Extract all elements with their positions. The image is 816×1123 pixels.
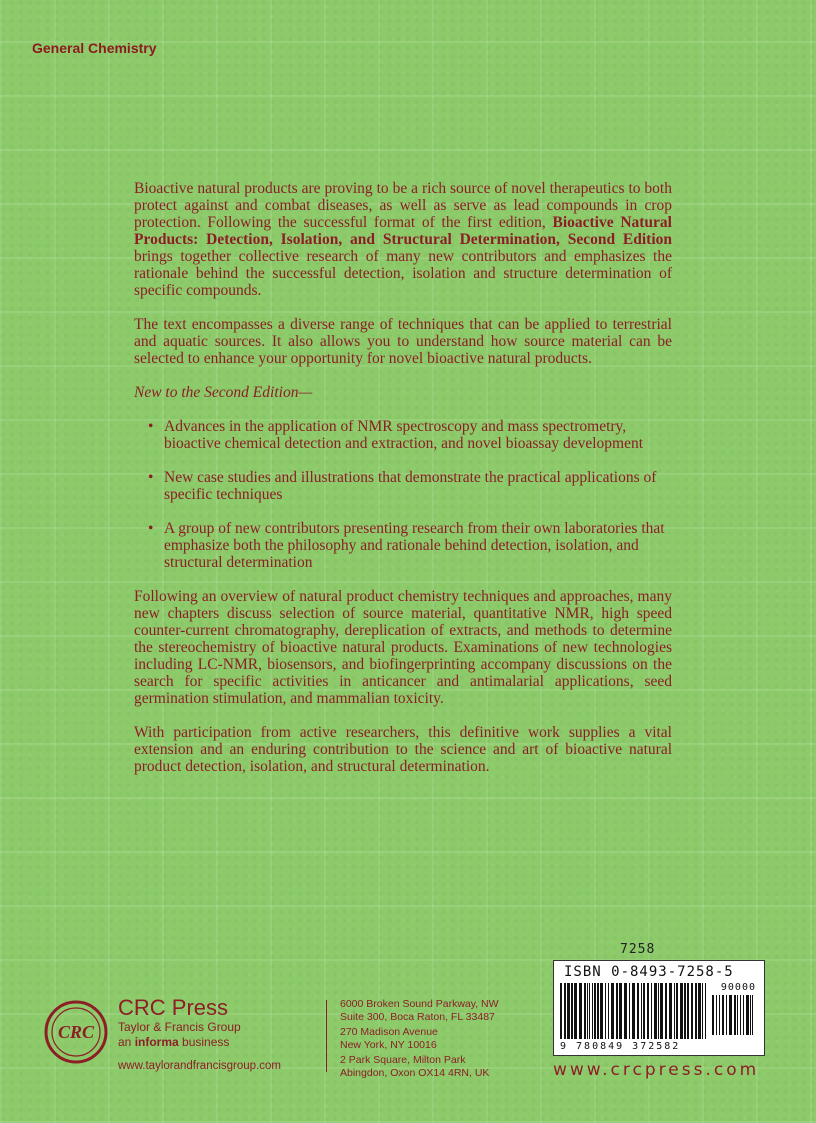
address-line: 6000 Broken Sound Parkway, NW	[340, 998, 499, 1010]
blurb-paragraph-2: The text encompasses a diverse range of techniques that can be applied to terrestrial and aquatic sources. It also allows you to understand how source material can be selected to enhance your opportunity for novel bioactive natural products.	[134, 316, 672, 367]
barcode-bar	[676, 983, 678, 1039]
barcode-bar	[719, 995, 720, 1035]
barcode-bar	[722, 995, 724, 1035]
publisher-website[interactable]: www.crcpress.com	[553, 1060, 760, 1080]
barcode-bar	[674, 983, 675, 1039]
barcode-bar	[660, 983, 663, 1039]
barcode-bar	[560, 983, 562, 1039]
address-line: New York, NY 10016	[340, 1038, 437, 1051]
barcode-bar	[698, 983, 701, 1039]
barcode-bar	[726, 995, 727, 1035]
price-code: 90000	[720, 982, 756, 993]
blurb-paragraph-3: Following an overview of natural product chemistry techniques and approaches, many new chapters discuss selection of source material, quantitative NMR, high speed counter-current chromatography, dereplication of extracts, and methods to determine the stereochemistry of bioactive natural products. Examinations of new technologies including LC-NMR, biosensors, and biofingerprinting accompany discussions on the search for specific activities in anticancer and antimalarial applications, seed germination stimulation, and mammalian toxicity.	[134, 588, 672, 707]
barcode-bar	[589, 983, 590, 1039]
crc-logo-icon	[42, 998, 110, 1066]
barcode-bar	[605, 983, 606, 1039]
category-label: General Chemistry	[32, 40, 157, 56]
barcode-bar	[743, 995, 744, 1035]
barcode-bar	[564, 983, 566, 1039]
address-3	[340, 1054, 499, 1079]
barcode-bar	[684, 983, 686, 1039]
barcode-bar	[669, 983, 672, 1039]
blurb-paragraph-4: With participation from active researchers, this definitive work supplies a vital extension and an enduring contribution to the science and art of bioactive natural product detection, isolation, and structural determination.	[134, 724, 672, 775]
barcode-bar	[705, 983, 706, 1039]
barcode-bar	[600, 983, 603, 1039]
publisher-group: Taylor & Francis Group	[118, 1020, 241, 1034]
barcode-bar	[571, 983, 573, 1039]
barcode-bar	[691, 983, 693, 1039]
barcode-bar	[597, 983, 599, 1039]
new-features-list	[134, 418, 672, 571]
catalog-code: 7258	[620, 942, 656, 957]
barcode-bar	[695, 983, 697, 1039]
ean-digits: 9 780849 372582	[560, 1041, 681, 1052]
address-line: Abingdon, Oxon OX14 4RN, UK	[340, 1066, 490, 1079]
barcode-bar	[702, 983, 703, 1039]
barcode-bar	[729, 995, 732, 1035]
business-suffix: business	[178, 1035, 230, 1049]
address-line: 2 Park Square, Milton Park	[340, 1054, 466, 1066]
barcode-bar	[624, 983, 627, 1039]
barcode-bar	[687, 983, 689, 1039]
barcode-bar	[637, 983, 639, 1039]
list-item: • A group of new contributors presenting research from their own laboratories that emphasize both the philosophy and rationale behind detection, isolation, and structural determination	[148, 520, 672, 571]
barcode-bar	[579, 983, 582, 1039]
barcode-bar	[665, 983, 667, 1039]
price-barcode-bars	[712, 995, 756, 1035]
blurb-p1-start: Bioactive natural products are proving to be a rich source of novel therapeutics to both protect against and combat diseases, as well as serve as lead compounds in crop protection. Following the successful format of the first edition,	[134, 180, 672, 231]
logo-text: CRC	[57, 1022, 95, 1042]
back-cover-blurb	[134, 180, 672, 792]
barcode-bar	[734, 995, 736, 1035]
barcode-bar	[629, 983, 630, 1039]
barcode-bar	[750, 995, 751, 1035]
address-1	[340, 998, 499, 1023]
barcode-bar	[587, 983, 588, 1039]
blurb-p1-end: brings together collective research of many new contributors and emphasizes the rationale behind the successful detection, isolation and structure determination of specific compounds.	[134, 248, 672, 299]
book-title: Bioactive Natural Products: Detection, Isolation, and Structural Determination, Second Edition	[134, 214, 672, 248]
barcode-bar	[616, 983, 618, 1039]
barcode-bar	[647, 983, 649, 1039]
publisher-block	[118, 996, 281, 1072]
barcode-bar	[641, 983, 642, 1039]
barcode-bar	[752, 995, 753, 1035]
barcode-bar	[716, 995, 717, 1035]
business-prefix: an	[118, 1035, 135, 1049]
divider	[326, 1000, 327, 1072]
publisher-addresses	[340, 998, 499, 1082]
barcode-bars	[560, 983, 710, 1039]
barcode-bar	[746, 995, 749, 1035]
barcode-bar	[712, 995, 714, 1035]
business-bold: informa	[134, 1035, 179, 1049]
list-item: • New case studies and illustrations that demonstrate the practical applications of specific techniques	[148, 469, 672, 503]
blurb-paragraph-1	[134, 180, 672, 299]
barcode-bar	[574, 983, 577, 1039]
publisher-url[interactable]: www.taylorandfrancisgroup.com	[118, 1060, 281, 1072]
barcode-panel	[553, 960, 765, 1056]
barcode-bar	[680, 983, 683, 1039]
publisher-business	[118, 1035, 281, 1050]
isbn-text: ISBN 0-8493-7258-5	[564, 964, 734, 980]
barcode-bar	[608, 983, 609, 1039]
barcode-bar	[737, 995, 738, 1035]
address-2	[340, 1026, 499, 1051]
barcode-bar	[611, 983, 614, 1039]
address-line: Suite 300, Boca Raton, FL 33487	[340, 1010, 495, 1023]
barcode-bar	[654, 983, 657, 1039]
barcode-bar	[651, 983, 652, 1039]
address-line: 270 Madison Avenue	[340, 1026, 438, 1038]
barcode-bar	[584, 983, 586, 1039]
barcode-bar	[567, 983, 570, 1039]
barcode-bar	[643, 983, 645, 1039]
barcode-bar	[740, 995, 741, 1035]
barcode-bar	[632, 983, 635, 1039]
barcode-bar	[594, 983, 596, 1039]
publisher-name: CRC Press	[118, 995, 229, 1020]
new-edition-heading: New to the Second Edition—	[134, 384, 313, 401]
barcode-bar	[619, 983, 622, 1039]
barcode-bar	[658, 983, 659, 1039]
list-item: • Advances in the application of NMR spectroscopy and mass spectrometry, bioactive chemical detection and extraction, and novel bioassay development	[148, 418, 672, 452]
barcode-bar	[592, 983, 593, 1039]
